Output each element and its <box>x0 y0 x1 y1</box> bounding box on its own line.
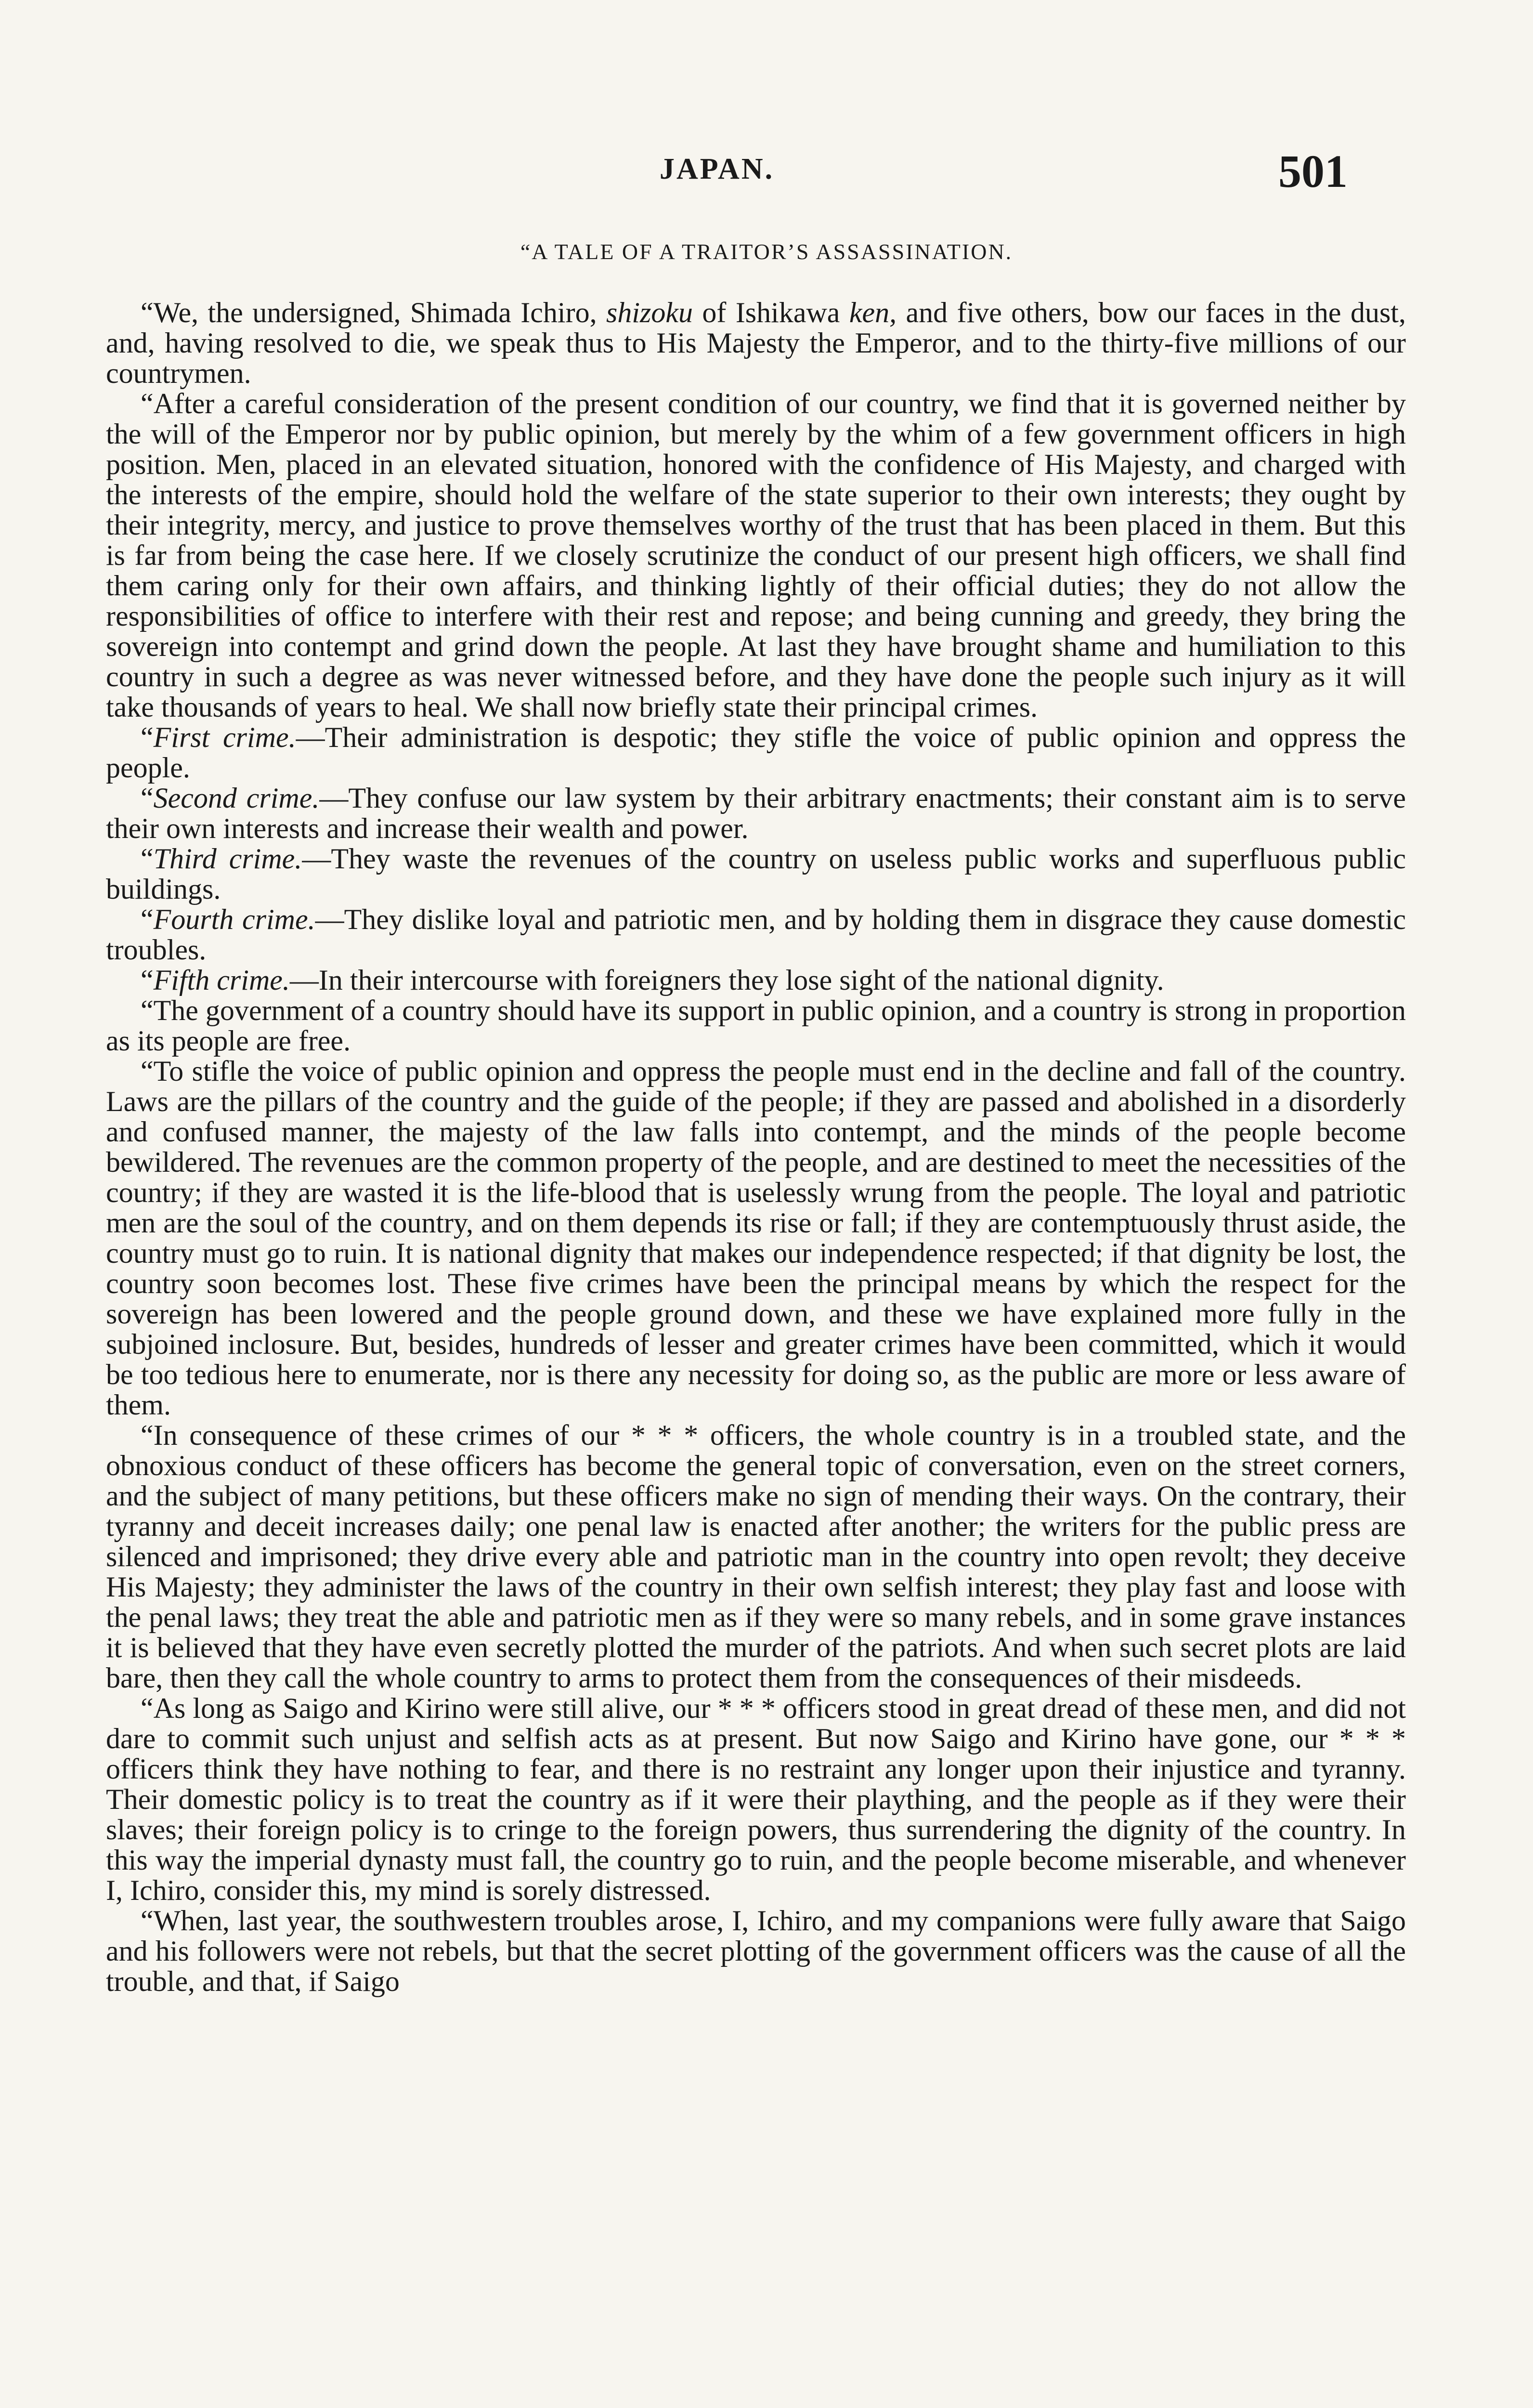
italic-text: Fourth crime. <box>153 903 315 935</box>
body-paragraph <box>106 1056 1406 1420</box>
text-segment: “ <box>141 843 154 875</box>
text-segment: “We, the undersigned, Shimada Ichiro, <box>141 297 606 328</box>
text-segment: and five others, bow our faces in the dust, and, having resolved to die, we speak thus to His Majesty the Emperor, and to the thirty-five millions of our countrymen. <box>106 297 1406 389</box>
italic-text: First crime. <box>153 721 296 753</box>
body-paragraph <box>106 298 1406 389</box>
body-paragraph <box>106 783 1406 844</box>
text-segment: —They waste the revenues of the country on useless public works and superfluous public buildings. <box>106 843 1406 905</box>
text-segment: “To stifle the voice of public opinion and oppress the people must end in the decline and fall of the country. Laws are the pillars of the country and the guide of the people; if they are passed and abolished in a disorderly and confused manner, the majesty of the law falls into contempt, and the minds of the people become bewildered. The revenues are the common property of the people, and are destined to meet the necessities of the country; if they are wasted it is the life-blood that is uselessly wrung from the people. The loyal and patriotic men are the soul of the country, and on them depends its rise or fall; if they are contemptuously thrust aside, the country must go to ruin. It is national dignity that makes our independence respected; if that dignity be lost, the country soon becomes lost. These five crimes have been the principal means by which the respect for the sovereign has been lowered and the people ground down, and these we have explained more fully in the subjoined inclosure. But, besides, hundreds of lesser and greater crimes have been committed, which it would be too tedious here to enumerate, nor is there any necessity for doing so, as the public are more or less aware of them. <box>106 1055 1406 1421</box>
body-paragraph <box>106 1420 1406 1693</box>
italic-text: Fifth crime. <box>153 964 290 996</box>
text-segment: of Ishikawa <box>693 297 849 328</box>
page-number: 501 <box>1278 145 1348 197</box>
body-paragraph <box>106 904 1406 965</box>
italic-text: Third crime. <box>153 843 302 875</box>
body-paragraph <box>106 1693 1406 1906</box>
text-segment: “ <box>141 903 154 935</box>
body-paragraph <box>106 995 1406 1056</box>
body-paragraph <box>106 844 1406 904</box>
text-segment: “ <box>141 964 154 996</box>
italic-text: Second crime. <box>153 782 320 814</box>
article-title: “A TALE OF A TRAITOR’S ASSASSINATION. <box>520 239 1013 264</box>
running-head-title: JAPAN. <box>660 153 775 185</box>
italic-text: ken, <box>849 297 897 328</box>
running-head <box>0 144 1533 202</box>
body-paragraph <box>106 1906 1406 1997</box>
text-segment: “In consequence of these crimes of our * * * officers, the whole country is in a troubled state, and the obnoxious conduct of these officers has become the general topic of conversation, even on the street corners, and the subject of many petitions, but these officers make no sign of mending their ways. On the contrary, their tyranny and deceit increases daily; one penal law is enacted after another; the writers for the public press are silenced and imprisoned; they drive every able and patriotic man in the country into open revolt; they deceive His Majesty; they administer the laws of the country in their own selfish interest; they play fast and loose with the penal laws; they treat the able and patriotic men as if they were so many rebels, and in some grave instances it is believed that they have even secretly plotted the murder of the patriots. And when such secret plots are laid bare, then they call the whole country to arms to protect them from the consequences of their misdeeds. <box>106 1419 1406 1694</box>
body-paragraph <box>106 965 1406 995</box>
text-segment: “The government of a country should have its support in public opinion, and a country is strong in proportion as its people are free. <box>106 995 1406 1057</box>
article-body <box>106 298 1406 1997</box>
text-segment: “ <box>141 721 154 753</box>
text-segment: “After a careful consideration of the present condition of our country, we find that it is governed neither by the will of the Emperor nor by public opinion, but merely by the whim of a few government officers in high position. Men, placed in an elevated situation, honored with the confidence of His Majesty, and charged with the interests of the empire, should hold the welfare of the state superior to their own interests; they ought by their integrity, mercy, and justice to prove themselves worthy of the trust that has been placed in them. But this is far from being the case here. If we closely scrutinize the conduct of our present high officers, we shall find them caring only for their own affairs, and thinking lightly of their official duties; they do not allow the responsibilities of office to interfere with their rest and repose; and being cunning and greedy, they bring the sovereign into contempt and grind down the people. At last they have brought shame and humiliation to this country in such a degree as was never witnessed before, and they have done the people such injury as it will take thousands of years to heal. We shall now briefly state their principal crimes. <box>106 388 1406 723</box>
body-paragraph <box>106 722 1406 783</box>
text-segment: —Their administration is despotic; they stifle the voice of public opinion and oppress the people. <box>106 721 1406 784</box>
body-paragraph <box>106 389 1406 722</box>
italic-text: shizoku <box>606 297 693 328</box>
text-segment: —They confuse our law system by their arbitrary enactments; their constant aim is to serve their own interests and increase their wealth and power. <box>106 782 1406 844</box>
text-segment: “When, last year, the southwestern troubles arose, I, Ichiro, and my companions were fully aware that Saigo and his followers were not rebels, but that the secret plotting of the government officers was the cause of all the trouble, and that, if Saigo <box>106 1905 1406 1997</box>
text-segment: “ <box>141 782 154 814</box>
text-segment: —They dislike loyal and patriotic men, and by holding them in disgrace they cause domestic troubles. <box>106 903 1406 966</box>
text-segment: —In their intercourse with foreigners they lose sight of the national dignity. <box>289 964 1164 996</box>
text-segment: “As long as Saigo and Kirino were still alive, our * * * officers stood in great dread of these men, and did not dare to commit such unjust and selfish acts as at present. But now Saigo and Kirino have gone, our * * * officers think they have nothing to fear, and there is no restraint any longer upon their injustice and tyranny. Their domestic policy is to treat the country as if it were their plaything, and the people as if they were their slaves; their foreign policy is to cringe to the foreign powers, thus surrendering the dignity of the country. In this way the imperial dynasty must fall, the country go to ruin, and the people become miserable, and whenever I, Ichiro, consider this, my mind is sorely distressed. <box>106 1692 1406 1906</box>
